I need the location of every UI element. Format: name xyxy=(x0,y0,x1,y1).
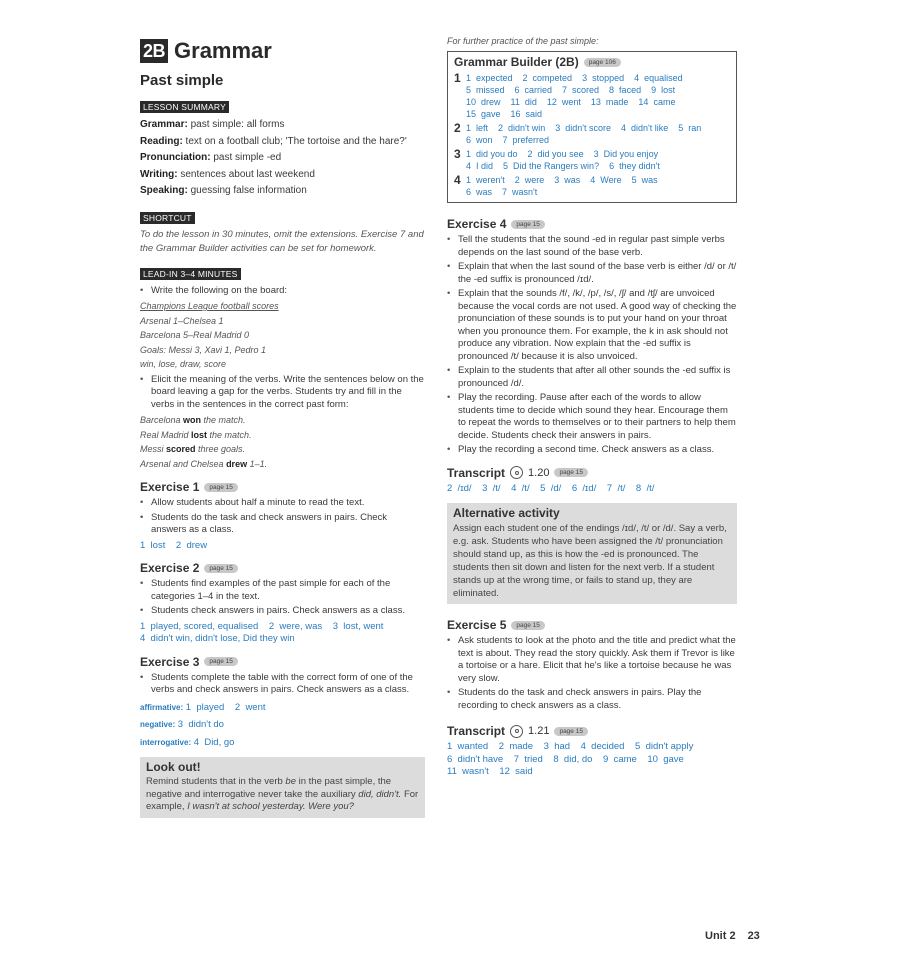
page-ref: page 15 xyxy=(204,483,238,492)
grammar-builder-row: 2 1 left 2 didn't win 3 didn't score 4 didn't like 5 ran 6 won 7 preferred xyxy=(454,121,702,145)
list-item: • Explain to the students that after all other sounds the -ed suffix is pronounced /d/. xyxy=(447,365,737,390)
transcript-1-20-answers: 2 /ɪd/ 3 /t/ 4 /t/ 5 /d/ 6 /ɪd/ 7 /t/ 8 /t/ xyxy=(447,482,655,494)
summary-label: LESSON SUMMARY xyxy=(140,101,229,113)
look-out-box xyxy=(140,757,425,818)
page-ref: page 15 xyxy=(554,468,588,477)
transcript-1-21-answers: 6 didn't have 7 tried 8 did, do 9 came 10 gave xyxy=(447,753,684,765)
sentence: Arsenal and Chelsea drew 1–1. xyxy=(140,458,268,469)
list-item: • Students do the task and check answers in pairs. Play the recording to check answers as a class. xyxy=(447,687,737,712)
list-item: • Play the recording a second time. Check answers as a class. xyxy=(447,444,737,457)
lesson-title: Grammar xyxy=(174,38,272,63)
cd-icon xyxy=(510,466,523,479)
cd-icon xyxy=(510,725,523,738)
list-item: • Write the following on the board: xyxy=(140,285,425,298)
negative-answers: negative: 3 didn't do xyxy=(140,719,224,730)
board-line: Barcelona 5–Real Madrid 0 xyxy=(140,330,250,340)
board-line: Arsenal 1–Chelsea 1 xyxy=(140,315,224,326)
sentence: Messi scored three goals. xyxy=(140,444,246,454)
shortcut-text: To do the lesson in 30 minutes, omit the extensions. Exercise 7 and the Grammar Builder activities can be set for homework. xyxy=(140,228,424,254)
alternative-activity-box xyxy=(447,503,737,604)
exercise-1-answers: 1 lost 2 drew xyxy=(140,539,208,551)
shortcut-label: SHORTCUT xyxy=(140,212,195,224)
list-item: • Explain that the sounds /f/, /k/, /p/, /s/, /ʃ/ and /tʃ/ are unvoiced because the vocal cords are not used. A good way of checking the pronunciation of these sounds is to put your hand on your throat when you pronounce them. For example, the k in ask should not produce any vibration. Now explain that the -ed suffix is pronounced /t/ because it is also unvoiced. xyxy=(447,288,737,363)
lesson-summary xyxy=(140,117,425,200)
page-ref: page 106 xyxy=(584,58,621,67)
sentence: Barcelona won the match. xyxy=(140,415,246,425)
sentence: Real Madrid lost the match. xyxy=(140,429,252,440)
board-line: Goals: Messi 3, Xavi 1, Pedro 1 xyxy=(140,344,267,355)
lesson-subtitle: Past simple xyxy=(140,72,224,89)
right-column xyxy=(447,36,737,779)
board-line: win, lose, draw, score xyxy=(140,359,227,369)
list-item: • Students check answers in pairs. Check answers as a class. xyxy=(140,605,425,618)
look-out-title: Look out! xyxy=(146,760,201,774)
leadin-bullets xyxy=(140,285,425,298)
page-ref: page 15 xyxy=(511,220,545,229)
page-ref: page 15 xyxy=(554,727,588,736)
grammar-builder-box xyxy=(447,51,737,203)
gap-sentences xyxy=(140,413,425,471)
lesson-header xyxy=(140,38,425,64)
exercise-1-bullets xyxy=(140,497,425,537)
transcript-1-21-heading: Transcript 1.21 page 15 xyxy=(447,724,737,738)
transcript-1-21-answers: 11 wasn't 12 said xyxy=(447,766,533,777)
list-item: • Explain that when the last sound of the base verb is either /d/ or /t/ the -ed suffix is pronounced /ɪd/. xyxy=(447,261,737,286)
summary-item: Pronunciation: past simple -ed xyxy=(140,152,282,163)
page-ref: page 15 xyxy=(511,621,545,630)
page-ref: page 15 xyxy=(204,657,238,666)
unit-label: Unit 2 xyxy=(705,930,736,942)
lesson-badge: 2B xyxy=(140,39,168,63)
list-item: • Play the recording. Pause after each of the words to allow students time to decide which sound they hear. Encourage them to repeat the words to themselves or to their partners to help them decide. Students check their answers in pairs. xyxy=(447,392,737,442)
list-item: • Allow students about half a minute to read the text. xyxy=(140,497,425,510)
list-item: • Students do the task and check answers in pairs. Check answers as a class. xyxy=(140,512,425,537)
exercise-2-bullets xyxy=(140,578,425,618)
list-item: • Students complete the table with the correct form of one of the verbs and check answers in pairs. Check answers as a class. xyxy=(140,672,425,697)
list-item: • Elicit the meaning of the verbs. Write the sentences below on the board leaving a gap for the verbs. Students try and fill in the verbs in the sentences in the correct past form: xyxy=(140,374,425,412)
grammar-builder-row: 4 1 weren't 2 were 3 was 4 Were 5 was 6 was 7 wasn't xyxy=(454,173,658,197)
left-column xyxy=(140,36,425,818)
summary-item: Writing: sentences about last weekend xyxy=(140,168,315,180)
board-line: Champions League football scores xyxy=(140,301,279,311)
board-notes xyxy=(140,299,425,372)
further-practice-note: For further practice of the past simple: xyxy=(447,36,599,46)
exercise-3-bullets xyxy=(140,672,425,697)
transcript-1-20-heading: Transcript 1.20 page 15 xyxy=(447,466,737,480)
exercise-2-answers: 1 played, scored, equalised 2 were, was 3 lost, went xyxy=(140,620,384,632)
leadin-bullets-2 xyxy=(140,374,425,412)
page-number: 23 xyxy=(747,930,760,942)
interrogative-answers: interrogative: 4 Did, go xyxy=(140,736,235,748)
page-ref: page 15 xyxy=(204,564,238,573)
look-out-text: Remind students that in the verb be in the past simple, the negative and interrogative never take the auxiliary did, didn't. For example, I wasn't at school yesterday. Were you? xyxy=(146,776,419,812)
exercise-4-bullets xyxy=(447,234,737,457)
alternative-activity-text: Assign each student one of the endings /ɪd/, /t/ or /d/. Say a verb, e.g. ask. Students who have been assigned the /t/ pronunciation should stand up, as this is how the -ed is pronounced. The students then sit down and listen for the next verb. If a student stands up at the wrong time, or fails to stand up, they are eliminated. xyxy=(453,523,727,599)
summary-item: Speaking: guessing false information xyxy=(140,185,307,196)
exercise-5-bullets xyxy=(447,635,737,712)
list-item: • Tell the students that the sound -ed in regular past simple verbs depends on the last sound of the base verb. xyxy=(447,234,737,259)
leadin-label: LEAD-IN 3–4 MINUTES xyxy=(140,268,241,280)
exercise-1-heading: Exercise 1 page 15 xyxy=(140,480,425,494)
grammar-builder-row: 1 1 expected 2 competed 3 stopped 4 equalised 5 missed 6 carried 7 scored 8 faced 9 lost 10 drew 11 did 12 went 13 made 14 came 15 gave 16 said xyxy=(454,71,683,119)
exercise-4-heading: Exercise 4 page 15 xyxy=(447,217,737,231)
transcript-1-21-answers: 1 wanted 2 made 3 had 4 decided 5 didn't apply xyxy=(447,741,694,752)
grammar-builder-row: 3 1 did you do 2 did you see 3 Did you enjoy 4 I did 5 Did the Rangers win? 6 they didn't xyxy=(454,147,660,171)
page-footer xyxy=(705,930,760,942)
summary-item: Reading: text on a football club; 'The tortoise and the hare?' xyxy=(140,135,407,147)
grammar-builder-title: Grammar Builder (2B) page 106 xyxy=(454,55,730,69)
exercise-2-answers: 4 didn't win, didn't lose, Did they win xyxy=(140,633,295,644)
alternative-activity-title: Alternative activity xyxy=(453,506,560,520)
exercise-3-heading: Exercise 3 page 15 xyxy=(140,655,425,669)
summary-item: Grammar: past simple: all forms xyxy=(140,119,285,130)
exercise-5-heading: Exercise 5 page 15 xyxy=(447,618,737,632)
list-item: • Students find examples of the past simple for each of the categories 1–4 in the text. xyxy=(140,578,425,603)
exercise-2-heading: Exercise 2 page 15 xyxy=(140,561,425,575)
list-item: • Ask students to look at the photo and the title and predict what the text is about. They read the story quickly. Ask them if Trevor is like a tortoise or a hare. Elicit that he's like a tortoise because he was very slow. xyxy=(447,635,737,685)
affirmative-answers: affirmative: 1 played 2 went xyxy=(140,701,266,713)
